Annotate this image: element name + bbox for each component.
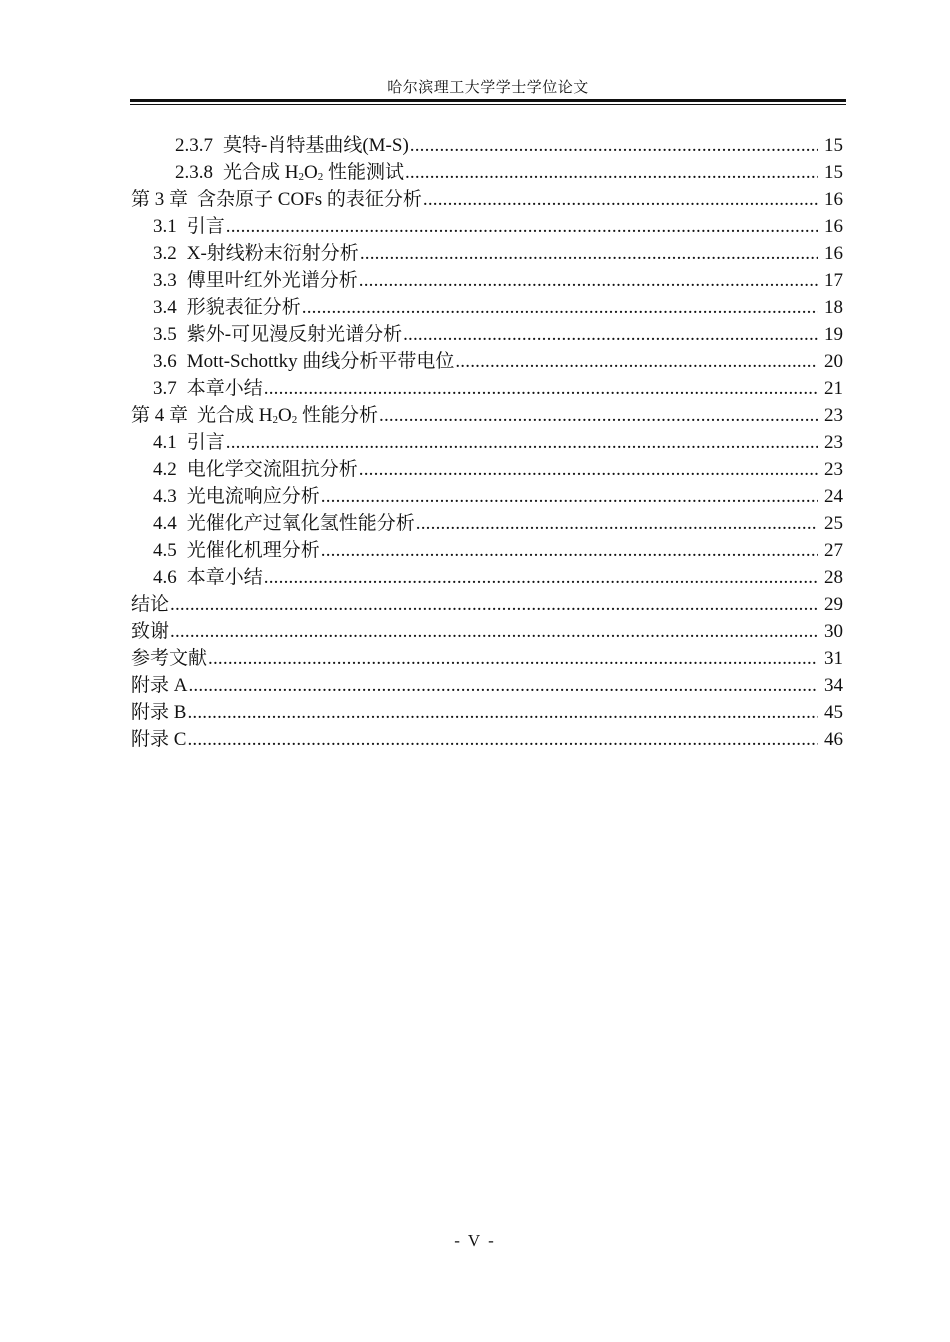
toc-entry-number: 2.3.8: [175, 162, 213, 183]
toc-entry[interactable]: [131, 537, 843, 564]
toc-chapter-entry[interactable]: [131, 402, 843, 429]
toc-entry-appendix-a[interactable]: [131, 672, 843, 699]
toc-entry-page: 31: [824, 648, 843, 669]
title-text: 性能测试: [323, 162, 404, 183]
subscript: 2: [317, 171, 324, 183]
toc-entry-title: 参考文献: [131, 648, 208, 669]
toc-dot-leader: [321, 537, 818, 564]
header-rule-thick: [130, 99, 846, 102]
toc-dot-leader: [359, 267, 818, 294]
toc-entry[interactable]: [131, 159, 843, 186]
toc-entry[interactable]: [131, 564, 843, 591]
toc-entry-number: 4.4: [153, 513, 177, 534]
toc-entry-page: 16: [824, 189, 843, 210]
toc-dot-leader: [379, 402, 818, 429]
toc-entry[interactable]: [131, 267, 843, 294]
subscript: 2: [291, 414, 298, 426]
toc-entry-number: 4.6: [153, 567, 177, 588]
toc-entry[interactable]: [131, 321, 843, 348]
toc-entry-number: 第 3 章: [131, 189, 189, 210]
toc-entry-title: 本章小结: [186, 567, 263, 588]
toc-entry-page: 15: [824, 135, 843, 156]
title-text: O: [278, 405, 292, 426]
toc-entry-page: 21: [824, 378, 843, 399]
toc-entry-page: 24: [824, 486, 843, 507]
toc-entry-references[interactable]: [131, 645, 843, 672]
toc-entry-number: 第 4 章: [131, 405, 189, 426]
toc-dot-leader: [187, 726, 818, 753]
toc-entry-title: 电化学交流阻抗分析: [186, 459, 358, 480]
toc-dot-leader: [170, 618, 818, 645]
toc-entry-title: 附录 C: [131, 729, 187, 750]
toc-entry-page: 23: [824, 459, 843, 480]
toc-entry-title: 引言: [186, 432, 225, 453]
toc-entry-title: Mott-Schottky 曲线分析平带电位: [186, 351, 455, 372]
toc-entry[interactable]: [131, 456, 843, 483]
toc-entry-appendix-b[interactable]: [131, 699, 843, 726]
toc-dot-leader: [170, 591, 818, 618]
toc-entry-title: 莫特-肖特基曲线(M-S): [223, 135, 409, 156]
toc-dot-leader: [302, 294, 818, 321]
toc-entry-title: 光催化机理分析: [186, 540, 320, 561]
toc-entry-title: 含杂原子 COFs 的表征分析: [197, 189, 422, 210]
toc-entry[interactable]: [131, 348, 843, 375]
toc-entry-page: 34: [824, 675, 843, 696]
toc-entry-page: 20: [824, 351, 843, 372]
toc-dot-leader: [226, 213, 818, 240]
toc-entry[interactable]: [131, 213, 843, 240]
title-text: O: [303, 162, 318, 183]
toc-entry-page: 45: [824, 702, 843, 723]
toc-entry-page: 28: [824, 567, 843, 588]
toc-dot-leader: [321, 483, 818, 510]
toc-entry-page: 17: [824, 270, 843, 291]
toc-entry-title: 附录 A: [131, 675, 188, 696]
toc-entry-appendix-c[interactable]: [131, 726, 843, 753]
toc-dot-leader: [403, 321, 818, 348]
toc-entry-number: 3.7: [153, 378, 177, 399]
toc-dot-leader: [188, 672, 818, 699]
toc-dot-leader: [410, 132, 818, 159]
toc-dot-leader: [359, 456, 818, 483]
toc-entry-number: 3.3: [153, 270, 177, 291]
toc-entry[interactable]: [131, 240, 843, 267]
table-of-contents: [131, 132, 843, 753]
toc-entry[interactable]: [131, 429, 843, 456]
toc-entry-title: [223, 159, 404, 186]
toc-entry-page: 25: [824, 513, 843, 534]
toc-entry-title: X-射线粉末衍射分析: [186, 243, 359, 264]
toc-entry[interactable]: [131, 375, 843, 402]
title-text: 光合成 H: [223, 162, 299, 183]
toc-entry-title: 结论: [131, 594, 170, 615]
toc-entry-page: 15: [824, 162, 843, 183]
header-rule-thin: [130, 104, 846, 105]
title-text: 光合成 H: [197, 405, 273, 426]
toc-entry-page: 16: [824, 216, 843, 237]
toc-entry-number: 4.5: [153, 540, 177, 561]
toc-entry-title: 形貌表征分析: [186, 297, 301, 318]
toc-entry-page: 19: [824, 324, 843, 345]
toc-entry-number: 4.1: [153, 432, 177, 453]
toc-entry-number: 3.4: [153, 297, 177, 318]
toc-entry-number: 4.2: [153, 459, 177, 480]
toc-entry[interactable]: [131, 510, 843, 537]
toc-dot-leader: [416, 510, 818, 537]
toc-entry-page: 16: [824, 243, 843, 264]
toc-dot-leader: [187, 699, 818, 726]
toc-entry-page: 27: [824, 540, 843, 561]
toc-dot-leader: [226, 429, 818, 456]
toc-entry-page: 23: [824, 432, 843, 453]
toc-entry-title: 光催化产过氧化氢性能分析: [186, 513, 415, 534]
toc-entry-title: 傅里叶红外光谱分析: [186, 270, 358, 291]
toc-entry-title: 紫外-可见漫反射光谱分析: [186, 324, 403, 345]
toc-entry-number: 4.3: [153, 486, 177, 507]
toc-entry-page: 46: [824, 729, 843, 750]
toc-entry-title: 致谢: [131, 621, 170, 642]
toc-entry-title: 引言: [186, 216, 225, 237]
title-text: 性能分析: [297, 405, 378, 426]
toc-entry-number: 2.3.7: [175, 135, 213, 156]
running-header: 哈尔滨理工大学学士学位论文: [387, 80, 589, 96]
toc-dot-leader: [264, 564, 818, 591]
toc-entry-number: 3.6: [153, 351, 177, 372]
page-number: - V -: [454, 1231, 496, 1250]
toc-dot-leader: [423, 186, 818, 213]
toc-entry-number: 3.5: [153, 324, 177, 345]
toc-entry-title: 光电流响应分析: [186, 486, 320, 507]
toc-entry[interactable]: [131, 132, 843, 159]
subscript: 2: [298, 171, 304, 183]
toc-entry-page: 29: [824, 594, 843, 615]
toc-entry-title: 本章小结: [186, 378, 263, 399]
toc-entry-title: [197, 402, 378, 429]
subscript: 2: [272, 414, 278, 426]
toc-entry-acknowledgements[interactable]: [131, 618, 843, 645]
toc-dot-leader: [405, 159, 818, 186]
toc-entry-conclusion[interactable]: [131, 591, 843, 618]
toc-entry-number: 3.2: [153, 243, 177, 264]
toc-chapter-entry[interactable]: [131, 186, 843, 213]
toc-dot-leader: [208, 645, 818, 672]
toc-entry-title: 附录 B: [131, 702, 187, 723]
toc-entry-page: 18: [824, 297, 843, 318]
toc-entry-number: 3.1: [153, 216, 177, 237]
toc-dot-leader: [360, 240, 818, 267]
toc-entry-page: 30: [824, 621, 843, 642]
toc-entry[interactable]: [131, 294, 843, 321]
toc-dot-leader: [264, 375, 818, 402]
toc-dot-leader: [455, 348, 818, 375]
toc-entry-page: 23: [824, 405, 843, 426]
toc-entry[interactable]: [131, 483, 843, 510]
